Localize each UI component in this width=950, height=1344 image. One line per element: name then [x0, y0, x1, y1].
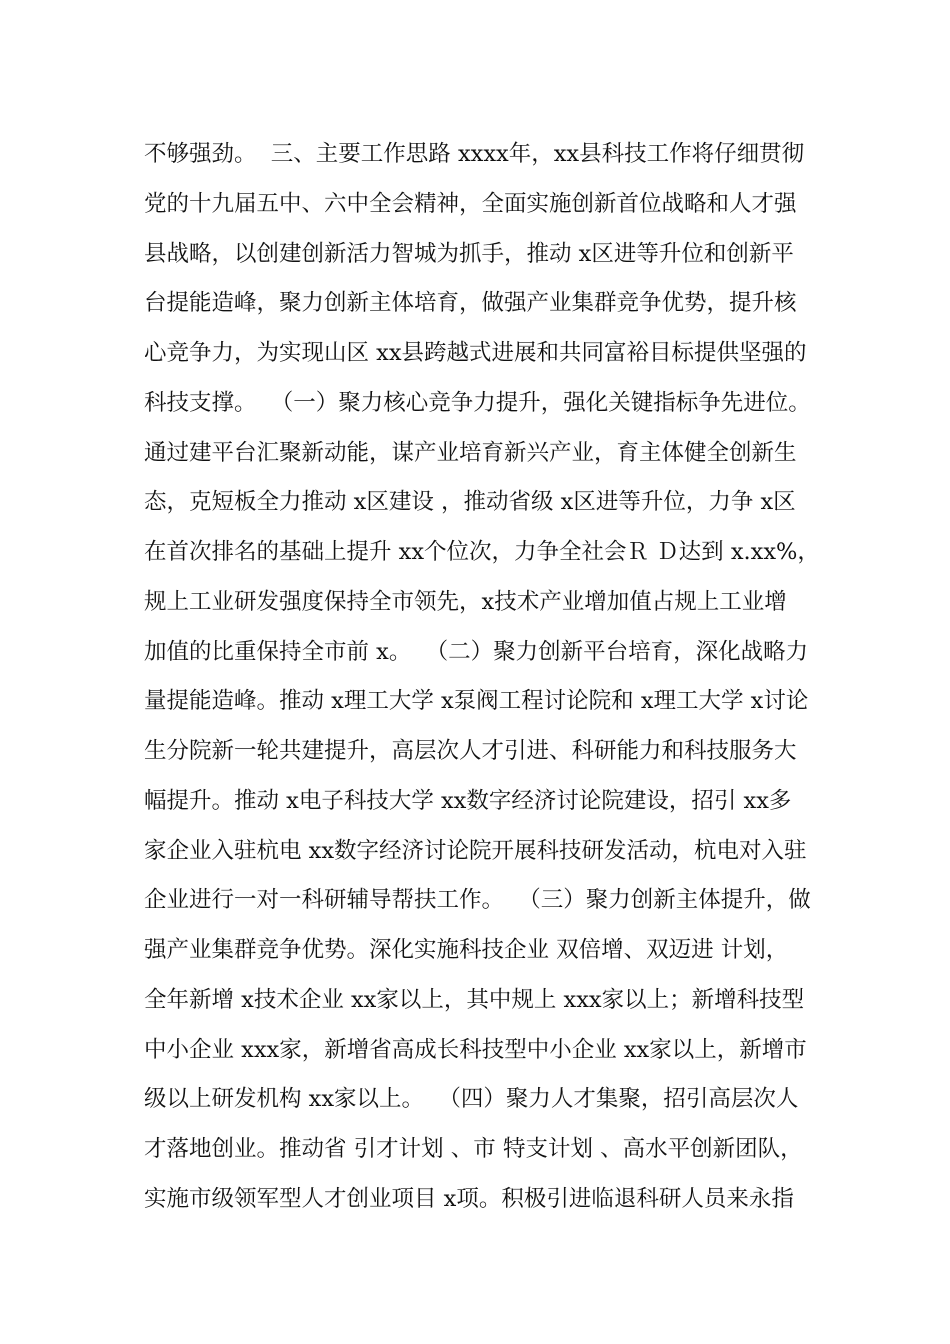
text-line: 规上工业研发强度保持全市领先，x技术产业增加值占规上工业增 [144, 588, 787, 615]
text-line: 在首次排名的基础上提升 xx个位次，力争全社会Ｒ Ｄ达到 x.xx%， [144, 539, 820, 565]
text-line: 党的十九届五中、六中全会精神，全面实施创新首位战略和人才强 [144, 190, 797, 217]
text-line: 实施市级领军型人才创业项目 x项。积极引进临退科研人员来永指 [144, 1185, 794, 1212]
text-line: 生分院新一轮共建提升，高层次人才引进、科研能力和科技服务大 [144, 738, 797, 764]
text-line: 中小企业 xxx家，新增省高成长科技型中小企业 xx家以上，新增市 [144, 1036, 807, 1063]
text-line: 家企业入驻杭电 xx数字经济讨论院开展科技研发活动，杭电对入驻 [144, 837, 807, 864]
text-line: 科技支撑。 （一）聚力核心竞争力提升，强化关键指标争先进位。 [144, 389, 811, 416]
text-line: 台提能造峰，聚力创新主体培育，做强产业集群竞争优势，提升核 [144, 290, 797, 317]
text-line: 县战略，以创建创新活力智城为抓手，推动 x区进等升位和创新平 [144, 240, 794, 267]
text-line: 幅提升。推动 x电子科技大学 xx数字经济讨论院建设，招引 xx多 [144, 787, 792, 814]
text-line: 强产业集群竞争优势。深化实施科技企业 双倍增、双迈进 计划， [144, 937, 789, 963]
text-line: 全年新增 x技术企业 xx家以上，其中规上 xxx家以上；新增科技型 [144, 986, 805, 1013]
text-line: 通过建平台汇聚新动能，谋产业培育新兴产业，育主体健全创新生 [144, 439, 797, 466]
text-line: 企业进行一对一科研辅导帮扶工作。 （三）聚力创新主体提升，做 [144, 887, 811, 914]
text-line: 不够强劲。 三、主要工作思路 xxxx年，xx县科技工作将仔细贯彻 [144, 141, 805, 167]
text-line: 级以上研发机构 xx家以上。 （四）聚力人才集聚，招引高层次人 [144, 1086, 799, 1113]
body-text [144, 130, 844, 1225]
text-line: 心竞争力，为实现山区 xx县跨越式进展和共同富裕目标提供坚强的 [144, 340, 807, 366]
text-line: 量提能造峰。推动 x理工大学 x泵阀工程讨论院和 x理工大学 x讨论 [144, 688, 809, 715]
text-line: 加值的比重保持全市前 x。 （二）聚力创新平台培育，深化战略力 [144, 638, 809, 665]
text-line: 才落地创业。推动省 引才计划 、市 特支计划 、高水平创新团队， [144, 1136, 803, 1162]
text-line: 态，克短板全力推动 x区建设 ，推动省级 x区进等升位，力争 x区 [144, 489, 796, 516]
